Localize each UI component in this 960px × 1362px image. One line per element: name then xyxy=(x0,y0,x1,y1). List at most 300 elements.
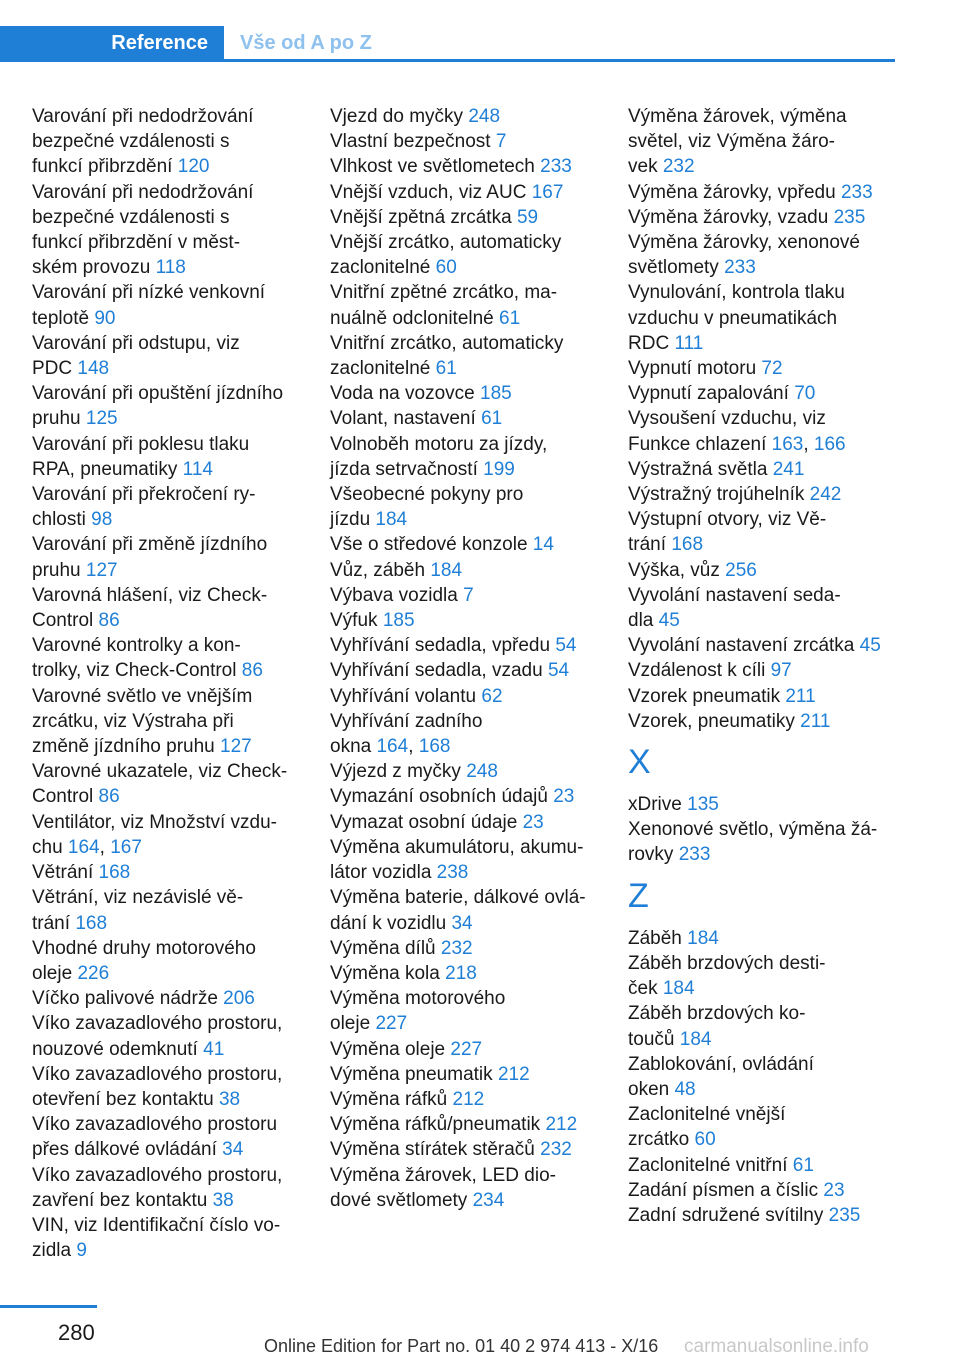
index-entry xyxy=(330,1112,610,1137)
page-link[interactable]: 234 xyxy=(472,1189,505,1211)
page-link[interactable]: 127 xyxy=(85,559,118,581)
entry-text: Výjezd z myčky xyxy=(330,761,461,783)
entry-text: Vyhřívání sedadla, vpředu xyxy=(330,635,551,657)
entry-text: Záběh brzdových desti- xyxy=(628,952,826,974)
entry-text: nuálně odclonitelné xyxy=(330,307,494,329)
entry-text: zaclonitelné xyxy=(330,358,431,380)
entry-line xyxy=(330,911,610,936)
entry-text: Výměna baterie, dálkové ovlá- xyxy=(330,887,586,909)
page-link[interactable]: 248 xyxy=(468,106,501,127)
entry-text: Ventilátor, viz Množství vzdu- xyxy=(32,811,277,833)
page-link[interactable]: 59 xyxy=(516,206,539,228)
page-link[interactable]: 212 xyxy=(497,1063,530,1085)
index-entry xyxy=(628,507,908,557)
entry-text: Výfuk xyxy=(330,610,378,632)
page-link[interactable]: 232 xyxy=(540,1139,572,1161)
entry-text: Vyhřívání volantu xyxy=(330,685,477,707)
page-link[interactable]: 38 xyxy=(218,1088,241,1110)
entry-line xyxy=(628,482,908,507)
page-link[interactable]: 54 xyxy=(555,635,577,657)
page-link[interactable]: 120 xyxy=(177,156,210,178)
entry-line xyxy=(330,381,610,406)
entry-line xyxy=(32,986,312,1011)
page-link[interactable]: 23 xyxy=(823,1179,845,1201)
page-link[interactable]: 241 xyxy=(772,458,805,480)
index-entry xyxy=(628,1153,908,1178)
entry-text: Control xyxy=(32,610,94,632)
page-link[interactable]: 256 xyxy=(725,559,757,581)
entry-line: okna 164, 168 xyxy=(330,736,451,758)
index-entry xyxy=(628,1001,908,1051)
index-entry xyxy=(330,381,610,406)
page-link[interactable]: 114 xyxy=(182,458,213,480)
page-link[interactable]: 164 xyxy=(376,736,409,758)
page-link[interactable]: 232 xyxy=(662,156,695,178)
index-entry xyxy=(32,532,312,582)
entry-text: Výstražný trojúhelník xyxy=(628,484,805,506)
index-entry xyxy=(330,784,610,809)
entry-text: Varování při opuštění jízdního xyxy=(32,383,284,405)
page-link[interactable]: 61 xyxy=(792,1154,814,1176)
page-link[interactable]: 86 xyxy=(98,786,120,808)
index-entry xyxy=(32,936,312,986)
tab-reference[interactable]: Reference xyxy=(0,26,224,62)
page-link[interactable]: 233 xyxy=(540,156,572,178)
page-link[interactable]: 233 xyxy=(840,181,873,203)
index-entry xyxy=(330,482,610,532)
entry-line xyxy=(330,885,610,910)
entry-line xyxy=(330,583,610,608)
page-link[interactable]: 135 xyxy=(687,794,719,816)
entry-text: Výměna oleje xyxy=(330,1038,446,1060)
footer-rule xyxy=(0,1305,97,1308)
index-entry xyxy=(330,280,610,330)
page-link[interactable]: 61 xyxy=(499,307,521,329)
entry-line xyxy=(330,961,610,986)
entry-text: pruhu xyxy=(32,559,81,581)
entry-text: zavření bez kontaktu xyxy=(32,1189,208,1211)
entry-text: VIN, viz Identifikační číslo vo- xyxy=(32,1214,281,1236)
index-entry xyxy=(330,885,610,935)
index-entry xyxy=(628,926,908,951)
entry-text: pruhu xyxy=(32,408,81,430)
entry-text: Vzorek pneumatik xyxy=(628,685,781,707)
entry-line xyxy=(32,331,312,356)
entry-line xyxy=(32,1213,312,1238)
entry-text: Výměna žárovek, LED dio- xyxy=(330,1164,556,1186)
index-entry xyxy=(628,1203,908,1228)
page-link[interactable]: 14 xyxy=(532,534,554,556)
entry-text: Vůz, záběh xyxy=(330,559,426,581)
page-link[interactable]: 23 xyxy=(522,811,544,833)
entry-text: otevření bez kontaktu xyxy=(32,1088,214,1110)
index-entry xyxy=(32,1112,312,1162)
entry-line xyxy=(32,810,312,835)
entry-text: Větrání xyxy=(32,862,94,884)
page-link[interactable]: 184 xyxy=(375,509,408,531)
entry-line xyxy=(330,230,610,255)
entry-line xyxy=(628,709,908,734)
entry-text: jízda setrvačností xyxy=(330,458,478,480)
entry-text: chlosti xyxy=(32,509,86,531)
entry-text: Víčko palivové nádrže xyxy=(32,988,218,1010)
entry-text: změně jízdního pruhu xyxy=(32,736,215,758)
index-entry xyxy=(330,961,610,986)
index-entry xyxy=(628,633,908,658)
entry-text: Varování při nízké venkovní xyxy=(32,282,266,304)
entry-line xyxy=(628,129,908,154)
page-link[interactable]: 54 xyxy=(547,660,570,682)
entry-line xyxy=(32,129,312,154)
index-entry xyxy=(330,658,610,683)
page-link[interactable]: 235 xyxy=(828,1204,861,1226)
index-entry xyxy=(32,684,312,760)
entry-text: RDC xyxy=(628,332,670,354)
index-entry xyxy=(32,986,312,1011)
entry-line xyxy=(628,1127,908,1152)
entry-text: bezpečné vzdálenosti s xyxy=(32,131,230,153)
page-link[interactable]: 70 xyxy=(794,383,816,405)
entry-line xyxy=(628,633,908,658)
entry-text: Volant, nastavení xyxy=(330,408,476,430)
entry-line xyxy=(330,255,610,280)
page-link[interactable]: 23 xyxy=(553,786,575,808)
index-entry xyxy=(330,608,610,633)
entry-line xyxy=(330,1011,610,1036)
entry-line xyxy=(32,1112,312,1137)
index-entry xyxy=(330,1062,610,1087)
entry-text: PDC xyxy=(32,358,73,380)
page-link[interactable]: 235 xyxy=(833,206,866,228)
entry-line xyxy=(330,759,610,784)
index-entry xyxy=(330,810,610,835)
entry-text: Víko zavazadlového prostoru, xyxy=(32,1063,283,1085)
entry-line xyxy=(628,1077,908,1102)
page-link[interactable]: 211 xyxy=(800,710,831,732)
tab-index-a-z[interactable]: Vše od A po Z xyxy=(240,32,372,54)
entry-text: Výměna žárovky, xenonové xyxy=(628,232,860,254)
entry-line xyxy=(330,1163,610,1188)
entry-line xyxy=(628,205,908,230)
entry-text: vzduchu v pneumatikách xyxy=(628,307,838,329)
entry-line xyxy=(330,633,610,658)
header-rule xyxy=(0,59,895,62)
entry-line xyxy=(628,331,908,356)
entry-text: ském provozu xyxy=(32,257,151,279)
entry-text: Control xyxy=(32,786,94,808)
entry-line xyxy=(628,1153,908,1178)
entry-text: Vnější zpětná zrcátka xyxy=(330,206,512,228)
entry-line xyxy=(628,842,908,867)
entry-text: látor vozidla xyxy=(330,862,432,884)
page-link[interactable]: 226 xyxy=(77,962,110,984)
page-link[interactable]: 212 xyxy=(545,1114,578,1136)
index-entry xyxy=(32,885,312,935)
entry-text: Vnitřní zrcátko, automaticky xyxy=(330,332,564,354)
page-link[interactable]: 168 xyxy=(75,912,108,934)
page-link[interactable]: 72 xyxy=(761,358,783,380)
entry-text: Výška, vůz xyxy=(628,559,720,581)
index-entry xyxy=(628,792,908,817)
entry-line xyxy=(32,583,312,608)
entry-line xyxy=(330,936,610,961)
entry-line xyxy=(32,1238,312,1263)
page-link[interactable]: 48 xyxy=(674,1078,696,1100)
page-link[interactable]: 7 xyxy=(495,131,507,153)
index-entry xyxy=(330,759,610,784)
entry-text: Vjezd do myčky xyxy=(330,106,464,127)
page-link[interactable]: 118 xyxy=(155,257,186,279)
entry-line xyxy=(628,792,908,817)
page-link[interactable]: 38 xyxy=(212,1189,234,1211)
index-entry xyxy=(32,1062,312,1112)
entry-line xyxy=(32,482,312,507)
entry-text: Varovné světlo ve vnějším xyxy=(32,685,253,707)
index-entry xyxy=(628,583,908,633)
page-link[interactable]: 238 xyxy=(436,862,469,884)
entry-line xyxy=(330,129,610,154)
entry-text: Varování při změně jízdního xyxy=(32,534,268,556)
index-entry xyxy=(330,583,610,608)
entry-line xyxy=(628,230,908,255)
index-entry xyxy=(628,280,908,356)
entry-line xyxy=(628,457,908,482)
page-link[interactable]: 168 xyxy=(671,534,704,556)
page-link[interactable]: 242 xyxy=(809,484,842,506)
entry-text: okna xyxy=(330,736,372,758)
page-link[interactable]: 184 xyxy=(430,559,463,581)
entry-text: Výměna ráfků xyxy=(330,1088,448,1110)
page-link[interactable]: 206 xyxy=(223,988,255,1010)
entry-line xyxy=(628,381,908,406)
entry-text: Varovné ukazatele, viz Check- xyxy=(32,761,288,783)
page-link[interactable]: 34 xyxy=(451,912,473,934)
entry-line xyxy=(628,532,908,557)
entry-text: Výměna motorového xyxy=(330,988,506,1010)
page-link[interactable]: 166 xyxy=(813,433,846,455)
watermark: carmanualsonline.info xyxy=(684,1336,869,1357)
index-entry xyxy=(628,406,908,456)
index-entry xyxy=(330,1087,610,1112)
entry-line xyxy=(330,810,610,835)
entry-line xyxy=(330,709,610,734)
entry-line xyxy=(628,684,908,709)
page-link[interactable]: 167 xyxy=(531,181,564,203)
index-entry xyxy=(628,1178,908,1203)
page-link[interactable]: 86 xyxy=(241,660,263,682)
page-link[interactable]: 148 xyxy=(77,358,110,380)
entry-text: Vypnutí zapalování xyxy=(628,383,789,405)
entry-line xyxy=(32,709,312,734)
page-link[interactable]: 167 xyxy=(110,836,142,858)
index-entry xyxy=(628,951,908,1001)
entry-text: Výměna ráfků/pneumatik xyxy=(330,1114,541,1136)
page-link[interactable]: 45 xyxy=(658,610,680,632)
page-link[interactable]: 98 xyxy=(91,509,113,531)
page-link[interactable]: 168 xyxy=(418,736,451,758)
page-link[interactable]: 233 xyxy=(678,844,711,866)
page-link[interactable]: 185 xyxy=(480,383,512,405)
page-link[interactable]: 90 xyxy=(94,307,116,329)
page-link[interactable]: 227 xyxy=(450,1038,483,1060)
page-link[interactable]: 163 xyxy=(771,433,804,455)
page-link[interactable]: 61 xyxy=(481,408,503,430)
entry-line xyxy=(32,1087,312,1112)
page-link[interactable]: 9 xyxy=(76,1240,87,1262)
entry-text: jízdu xyxy=(330,509,371,531)
entry-line xyxy=(330,180,610,205)
entry-text: Výměna pneumatik xyxy=(330,1063,493,1085)
page-link[interactable]: 199 xyxy=(483,458,515,480)
page-link[interactable]: 97 xyxy=(770,660,792,682)
entry-text: Varování při poklesu tlaku xyxy=(32,433,250,455)
entry-line xyxy=(32,936,312,961)
entry-line xyxy=(330,406,610,431)
index-column-1 xyxy=(32,104,312,1263)
page-number: 280 xyxy=(58,1320,95,1345)
page-link[interactable]: 60 xyxy=(694,1129,716,1151)
page-link[interactable]: 125 xyxy=(85,408,118,430)
index-entry xyxy=(32,104,312,180)
page-link[interactable]: 168 xyxy=(98,862,131,884)
entry-line xyxy=(32,1037,312,1062)
page-link[interactable]: 62 xyxy=(481,685,503,707)
entry-line xyxy=(32,759,312,784)
entry-line xyxy=(330,1137,610,1162)
index-entry xyxy=(32,633,312,683)
entry-line xyxy=(32,885,312,910)
entry-line xyxy=(32,558,312,583)
entry-text: zidla xyxy=(32,1240,72,1262)
page-link[interactable]: 248 xyxy=(466,761,498,783)
entry-line xyxy=(32,205,312,230)
index-entry xyxy=(330,230,610,280)
entry-text: zaclonitelné xyxy=(330,257,431,279)
index-column-2 xyxy=(330,104,610,1213)
page-link[interactable]: 61 xyxy=(435,358,457,380)
index-entry xyxy=(628,356,908,381)
edition-note: Online Edition for Part no. 01 40 2 974 413 - X/16 xyxy=(264,1336,659,1356)
index-entry xyxy=(628,230,908,280)
page-link[interactable]: 60 xyxy=(435,257,457,279)
entry-line xyxy=(330,432,610,457)
index-entry xyxy=(32,280,312,330)
page-link[interactable]: 7 xyxy=(463,584,474,606)
index-entry xyxy=(330,1037,610,1062)
index-entry xyxy=(628,205,908,230)
index-entry xyxy=(628,104,908,180)
page-link[interactable]: 212 xyxy=(452,1088,485,1110)
page-link[interactable]: 41 xyxy=(203,1038,225,1060)
entry-text: dla xyxy=(628,610,654,632)
entry-line xyxy=(32,180,312,205)
entry-text: Víko zavazadlového prostoru, xyxy=(32,1013,283,1035)
entry-line xyxy=(32,961,312,986)
entry-text: Vyhřívání zadního xyxy=(330,710,483,732)
index-entry xyxy=(330,684,610,709)
entry-text: Všeobecné pokyny pro xyxy=(330,484,524,506)
page-link[interactable]: 227 xyxy=(375,1013,408,1035)
entry-text: Výměna stírátek stěračů xyxy=(330,1139,535,1161)
entry-line xyxy=(330,306,610,331)
entry-line xyxy=(32,658,312,683)
entry-text: Výměna žárovky, vpředu xyxy=(628,181,836,203)
entry-text: bezpečné vzdálenosti s xyxy=(32,206,230,228)
index-entry xyxy=(330,633,610,658)
entry-line xyxy=(32,104,312,129)
page-link[interactable]: 164 xyxy=(67,836,100,858)
page-link[interactable]: 233 xyxy=(724,257,756,279)
entry-text: oleje xyxy=(32,962,73,984)
entry-line xyxy=(628,306,908,331)
entry-line xyxy=(330,608,610,633)
entry-line xyxy=(628,951,908,976)
entry-text: přes dálkové ovládání xyxy=(32,1139,217,1161)
index-entry xyxy=(330,936,610,961)
entry-line xyxy=(628,817,908,842)
page-link[interactable]: 86 xyxy=(98,610,120,632)
page-link[interactable]: 184 xyxy=(662,978,695,1000)
page-link[interactable]: 184 xyxy=(687,927,719,949)
entry-line xyxy=(628,104,908,129)
entry-line xyxy=(330,104,610,129)
entry-line xyxy=(628,180,908,205)
entry-text: dové světlomety xyxy=(330,1189,468,1211)
index-entry xyxy=(330,709,610,759)
index-entry xyxy=(32,331,312,381)
page-link[interactable]: 45 xyxy=(859,635,881,657)
page-link[interactable]: 127 xyxy=(220,736,252,758)
index-entry xyxy=(330,406,610,431)
page-link[interactable]: 185 xyxy=(382,610,415,632)
entry-line xyxy=(330,507,610,532)
entry-text: Záběh brzdových ko- xyxy=(628,1003,806,1025)
entry-text: Zablokování, ovládání xyxy=(628,1053,814,1075)
page-link[interactable]: 34 xyxy=(222,1139,244,1161)
entry-line xyxy=(628,1203,908,1228)
entry-text: Varování při nedodržování xyxy=(32,106,254,127)
entry-line xyxy=(628,1001,908,1026)
index-entry xyxy=(330,129,610,154)
page-link[interactable]: 211 xyxy=(785,685,816,707)
entry-text: trolky, viz Check-Control xyxy=(32,660,237,682)
entry-text: oleje xyxy=(330,1013,371,1035)
index-entry xyxy=(330,154,610,179)
entry-text: Výstražná světla xyxy=(628,458,768,480)
entry-line xyxy=(330,658,610,683)
entry-line xyxy=(330,356,610,381)
entry-line xyxy=(32,457,312,482)
page-link[interactable]: 184 xyxy=(679,1028,712,1050)
index-entry xyxy=(32,1011,312,1061)
page-link[interactable]: 111 xyxy=(674,332,704,354)
entry-line xyxy=(32,684,312,709)
entry-line xyxy=(628,583,908,608)
index-entry xyxy=(628,482,908,507)
entry-text: xDrive xyxy=(628,794,682,816)
index-entry xyxy=(628,558,908,583)
entry-text: Výměna kola xyxy=(330,962,440,984)
index-entry xyxy=(32,860,312,885)
page-link[interactable]: 232 xyxy=(440,937,473,959)
entry-line xyxy=(628,356,908,381)
entry-text: světlomety xyxy=(628,257,719,279)
entry-line xyxy=(628,1178,908,1203)
entry-text: Větrání, viz nezávislé vě- xyxy=(32,887,244,909)
entry-line xyxy=(330,457,610,482)
page-link[interactable]: 218 xyxy=(445,962,477,984)
entry-line xyxy=(628,154,908,179)
